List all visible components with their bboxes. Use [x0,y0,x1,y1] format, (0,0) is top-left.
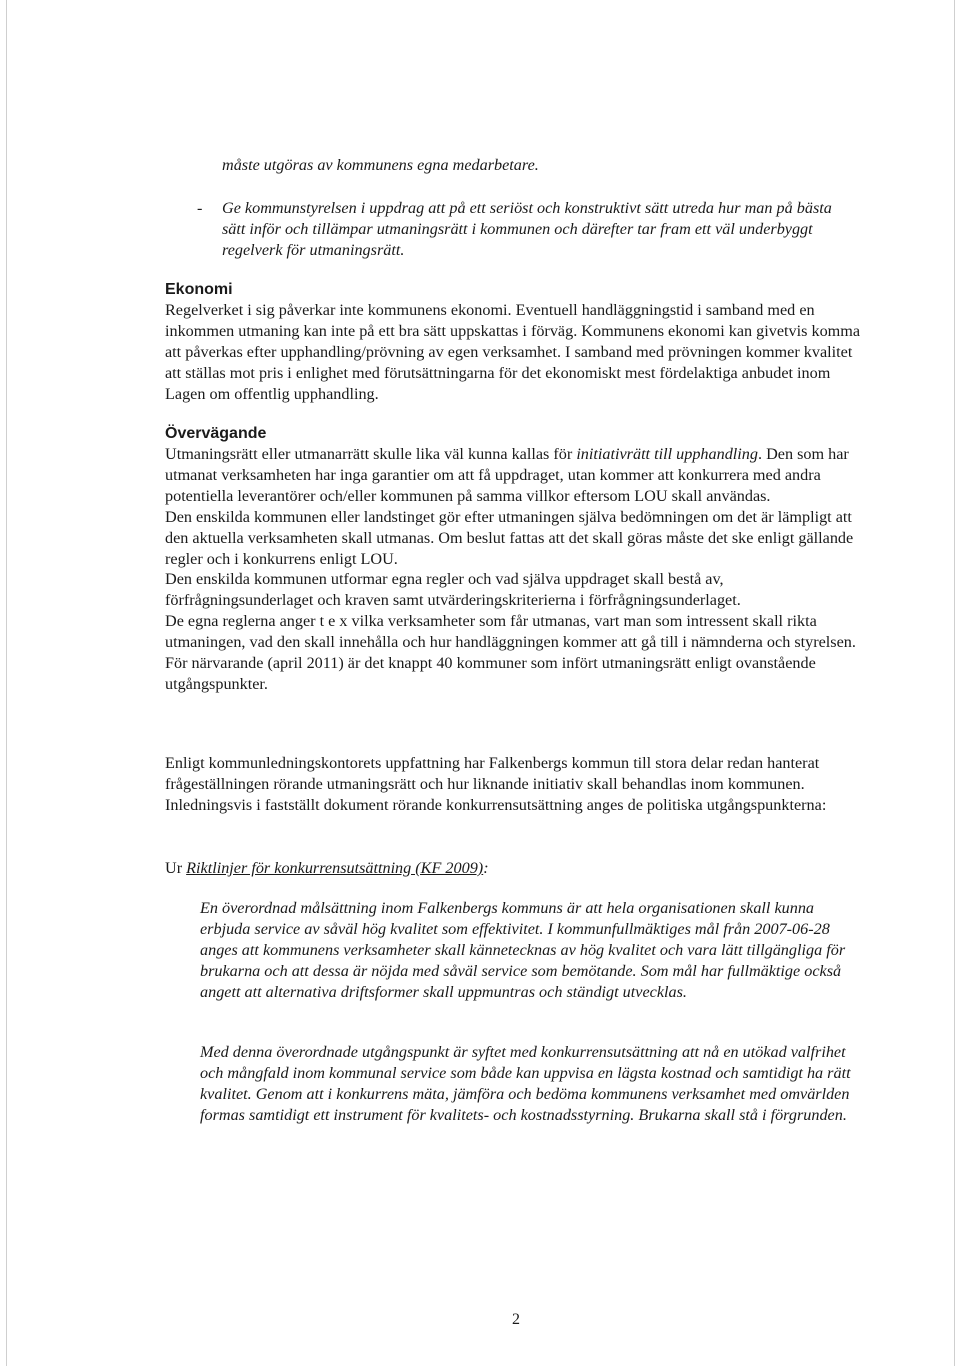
bullet-item-text: Ge kommunstyrelsen i uppdrag att på ett seriöst och konstruktivt sätt utreda hur man på bästa sätt inför och tillämpar utmaningsrätt i kommunen och därefter tar fram ett väl underbyggt regelverk för utmaningsrätt. [222,199,832,259]
paragraph-text: . Den som har utmanat verksamheten har inga garantier om att få uppdraget, utan kommer att konkurrera med andra potentiella leverantörer och/eller kommunen på samma villkor eftersom LOU skall användas. [165,445,849,505]
scan-edge-right [954,0,955,1366]
quote-paragraph-1: En överordnad målsättning inom Falkenbergs kommuns är att hela organisationen skall kunna erbjuda service av såväl hög kvalitet som effektivitet. I kommunfullmäktiges mål från 2007-06-28 anges att kommunens verksamheter skall kännetecknas av hög kvalitet och vara lätt tillgängliga för brukarna och att dessa är nöjda med såväl service som bemötande. Som mål har fullmäktige också angett att alternativa driftsformer skall uppmuntras och ständigt utvecklas. [200,899,846,1001]
emphasized-term: initiativrätt till upphandling [576,445,758,463]
reference-title: Riktlinjer för konkurrensutsättning (KF 2009) [186,859,484,877]
kommunledning-paragraph: Enligt kommunledningskontorets uppfattning har Falkenbergs kommun till stora delar redan hanterat frågeställningen rörande utmaningsrätt och hur liknande initiativ skall behandlas inom kommunen. Inledningsvis i fastställt dokument rörande konkurrensutsättning anges de politiska utgångspunkterna: [165,754,827,814]
overvagande-paragraph-5: För närvarande (april 2011) är det knappt 40 kommuner som infört utmaningsrätt enligt ovanstående utgångspunkter. [165,654,816,693]
overvagande-paragraph-4: De egna reglerna anger t e x vilka verksamheter som får utmanas, vart man som intressent skall rikta utmaningen, vad den skall innehålla och hur handläggningen kommer att gå till i nämnderna och styrelsen. [165,612,856,652]
overvagande-heading: Övervägande [165,425,267,442]
reference-line [165,858,865,879]
overvagande-paragraph-3: Den enskilda kommunen utformar egna regler och vad själva uppdraget skall bestå av, förfrågningsunderlaget och kraven samt utvärderingskriterierna i förfrågningsunderlaget. [165,570,741,610]
intro-continuation: måste utgöras av kommunens egna medarbetare. [222,156,539,174]
overvagande-paragraph-1 [165,444,865,507]
ekonomi-heading: Ekonomi [165,281,233,298]
reference-prefix: Ur [165,859,187,877]
overvagande-paragraph-2: Den enskilda kommunen eller landstinget gör efter utmaningen själva bedömningen om det är lämpligt att den aktuella verksamheten skall utmanas. Om beslut fattas att det skall göras måste det ske enligt gällande regler och i konkurrens enligt LOU. [165,507,854,568]
reference-suffix: : [483,859,489,877]
bullet-dash: - [197,199,203,217]
scan-edge-left [6,0,7,1366]
page-number: 2 [512,1311,520,1328]
quote-paragraph-2: Med denna överordnade utgångspunkt är syftet med konkurrensutsättning att nå en utökad valfrihet och mångfald inom kommunal service som både kan uppvisa en lägsta kostnad och samtidigt ha rätt kvalitet. Genom att i konkurrens mäta, jämföra och bedöma kommunens verksamhet med omvärlden formas samtidigt ett instrument för kvalitets- och kostnadsstyrning. Brukarna skall stå i förgrunden. [200,1043,851,1124]
overvagande-section [165,444,865,695]
paragraph-text: Utmaningsrätt eller utmanarrätt skulle lika väl kunna kallas för [165,445,577,463]
ekonomi-paragraph: Regelverket i sig påverkar inte kommunens ekonomi. Eventuell handläggningstid i samband med en inkommen utmaning kan inte på ett bra sätt uppskattas i förväg. Kommunens ekonomi kan givetvis komma att påverkas efter upphandling/prövning av egen verksamhet. I samband med prövningen kommer kvalitet att ställas mot pris i enlighet med förutsättningarna för det ekonomiskt mest fördelaktiga anbudet inom Lagen om offentlig upphandling. [165,301,861,403]
